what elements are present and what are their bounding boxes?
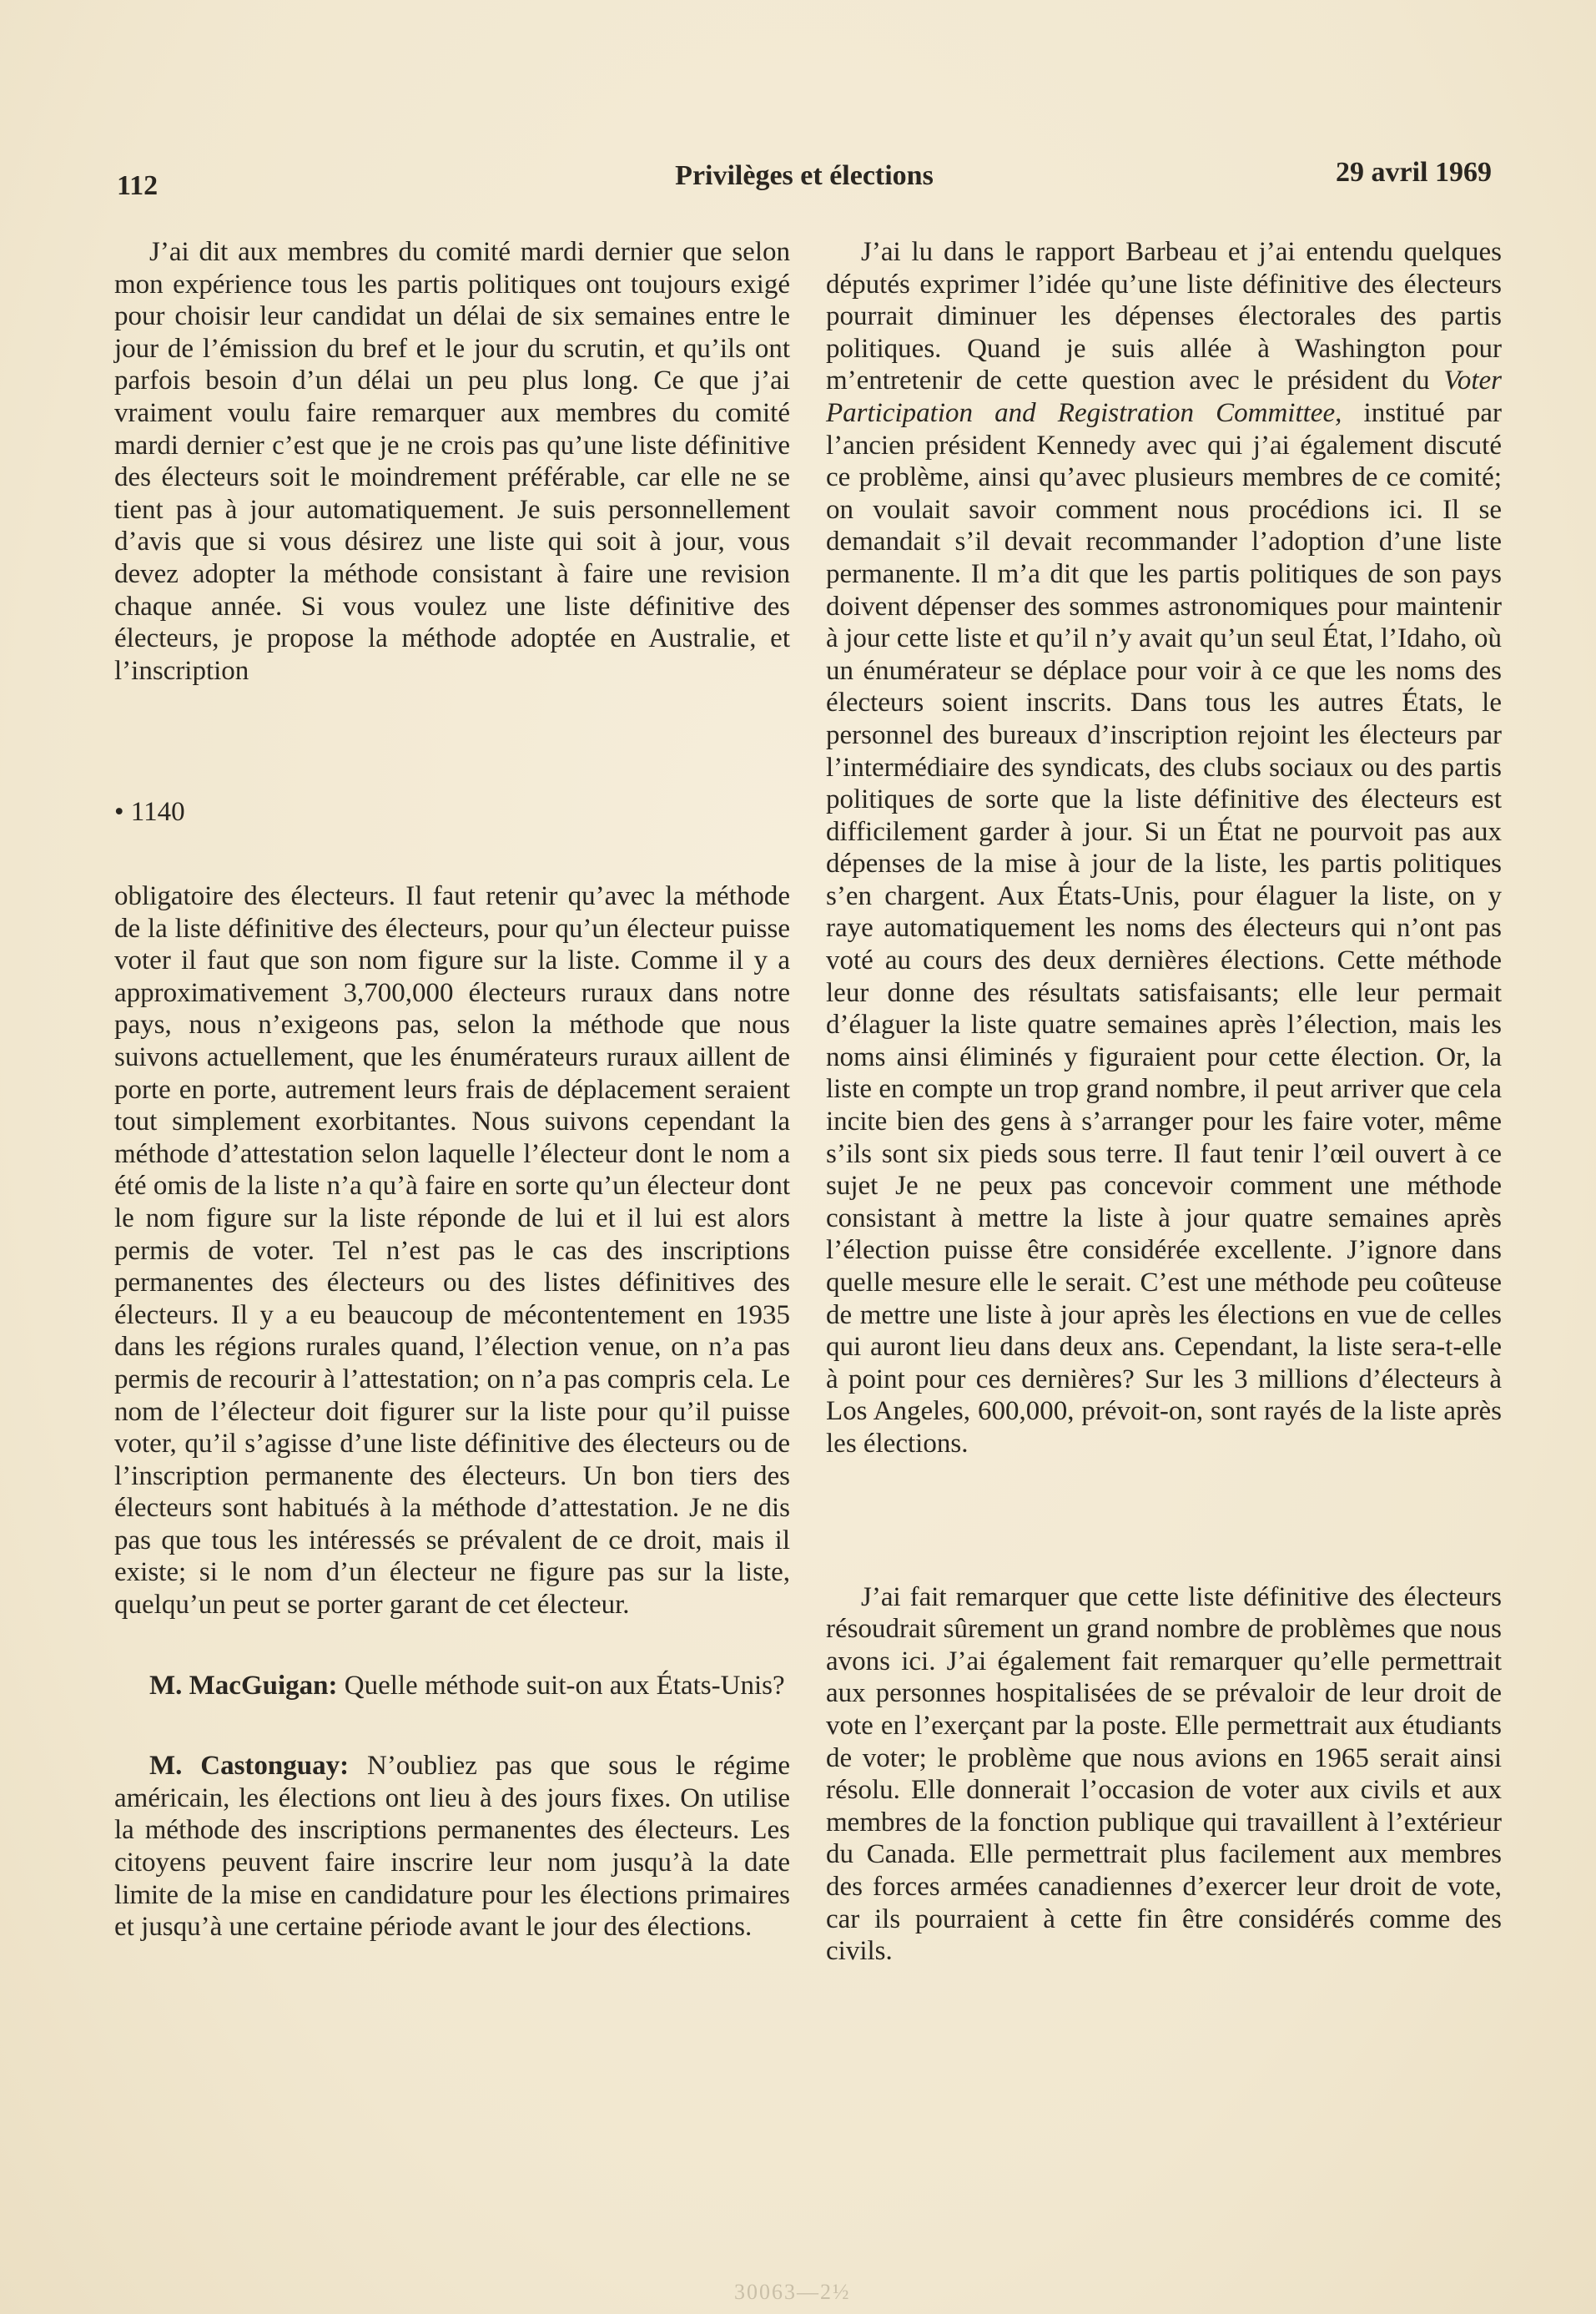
right-column — [826, 236, 1502, 1968]
running-title: Privilèges et élections — [675, 160, 934, 191]
right-paragraph-1-part-a: J’ai lu dans le rapport Barbeau et j’ai entendu quelques députés exprimer l’idée qu’une liste définitive des électeurs pourrait diminuer les dépenses électorales des partis politiques. Quand je suis allée à Washington pour m’entretenir de cette question avec le président du — [826, 237, 1502, 396]
left-column-top — [114, 236, 790, 687]
left-paragraph-2: obligatoire des électeurs. Il faut retenir qu’avec la méthode de la liste définitive des électeurs, pour qu’un électeur puisse voter il faut que son nom figure sur la liste. Comme il y a approximativement 3,700,000 électeurs ruraux dans notre pays, nous n’exigeons pas, selon la méthode que nous suivons actuellement, que les énumérateurs ruraux aillent de porte en porte, autrement leurs frais de déplacement seraient tout simplement exorbitantes. Nous suivons cependant la méthode d’attestation selon laquelle l’électeur dont le nom a été omis de la liste n’a qu’à faire en sorte qu’un électeur dont le nom figure sur la liste réponde de lui et il lui est alors permis de voter. Tel n’est pas le cas des inscriptions permanentes des électeurs ou des listes définitives des électeurs. Il y a eu beaucoup de mécontentement en 1935 dans les régions rurales quand, l’élection venue, on n’a pas permis de recourir à l’attestation; on n’a pas compris cela. Le nom de l’électeur doit figurer sur la liste pour qu’il puisse voter, qu’il s’agisse d’une liste définitive des électeurs ou de l’inscription permanente des électeurs. Un bon tiers des électeurs sont habitués à la méthode d’attestation. Je ne dis pas que tous les intéressés se prévalent de ce droit, mais il existe; si le nom d’un électeur ne figure pas sur la liste, quelqu’un peut se porter garant de cet électeur. — [114, 881, 790, 1621]
left-paragraph-1: J’ai dit aux membres du comité mardi dernier que selon mon expérience tous les partis politiques ont toujours exigé pour choisir leur candidat un délai de six semaines entre le jour de l’émission du bref et le jour du scrutin, et qu’ils ont parfois besoin d’un délai un peu plus long. Ce que j’ai vraiment voulu faire remarquer aux membres du comité mardi dernier c’est que je ne crois pas qu’une liste définitive des électeurs soit le moindrement préférable, car elle ne se tient pas à jour automatiquement. Je suis personnellement d’avis que si vous désirez une liste qui soit à jour, vous devez adopter la méthode consistant à faire une revision chaque année. Si vous voulez une liste définitive des électeurs, je propose la méthode adoptée en Australie, et l’inscription — [114, 237, 790, 686]
time-marker: • 1140 — [114, 797, 185, 827]
right-paragraph-2: J’ai fait remarquer que cette liste définitive des électeurs résoudrait sûrement un grand nombre de problèmes que nous avons ici. J’ai également fait remarquer qu’elle permettrait aux personnes hospitalisées de se prévaloir de leur droit de vote en l’exerçant par la poste. Elle permettrait aux étudiants de voter; le problème que nous avions en 1965 serait ainsi résolu. Elle donnerait l’occasion de voter aux civils et aux membres de la fonction publique qui travaillent à l’extérieur du Canada. Elle permettrait plus facilement aux membres des forces armées canadiennes d’exercer leur droit de vote, car ils pourraient à cette fin être considérés comme des civils. — [826, 1581, 1502, 1967]
right-paragraph-1-part-b: institué par l’ancien président Kennedy avec qui j’ai également discuté ce problème, ainsi qu’avec plusieurs membres de ce comité; on voulait savoir comment nous procédions ici. Il se demandait s’il devait recommander l’adoption d’une liste permanente. Il m’a dit que les partis politiques de son pays doivent dépenser des sommes astronomiques pour maintenir à jour cette liste et qu’il n’y avait qu’un seul État, l’Idaho, où un énumérateur se déplace pour voir à ce que les noms des électeurs soient inscrits. Dans tous les autres États, le personnel des bureaux d’inscription rejoint les électeurs par l’intermédiaire des syndicats, des clubs sociaux ou des partis politiques de sorte que la liste définitive des électeurs est difficilement garder à jour. Si un État ne pourvoit pas aux dépenses de la mise à jour de la liste, les partis politiques s’en chargent. Aux États-Unis, pour élaguer la liste, on y raye automatiquement les noms des électeurs qui n’ont pas voté au cours des deux dernières élections. Cette méthode leur donne des résultats satisfaisants; elle leur permait d’élaguer la liste quatre semaines après l’élection, mais les noms ainsi éliminés y figuraient pour cette élection. Or, la liste en compte un trop grand nombre, il peut arriver que cela incite bien des gens à s’arranger pour les faire voter, même s’ils sont six pieds sous terre. Il faut tenir l’œil ouvert à ce sujet Je ne peux pas concevoir comment une méthode consistant à mettre la liste à jour quatre semaines après l’élection puisse être considérée excellente. J’ignore dans quelle mesure elle le serait. C’est une méthode peu coûteuse de mettre une liste à jour après les élections en vue de celles qui auront lieu dans deux ans. Cependant, la liste sera-t-elle à point pour ces dernières? Sur les 3 millions d’électeurs à Los Angeles, 600,000, prévoit-on, sont rayés de la liste après les élections. — [826, 397, 1502, 1459]
page-date: 29 avril 1969 — [1336, 157, 1492, 188]
committee-name-italic: Voter Participation and Registration Committee, — [826, 366, 1503, 428]
page-number: 112 — [117, 170, 159, 201]
question-text: Quelle méthode suit-on aux États-Unis? — [344, 1670, 785, 1701]
left-column-bottom — [114, 880, 790, 1943]
question-paragraph — [114, 1670, 790, 1702]
speaker-castonguay: M. Castonguay: — [149, 1751, 350, 1782]
page-header — [117, 157, 1492, 202]
answer-paragraph — [114, 1750, 790, 1943]
right-paragraph-1 — [826, 236, 1502, 1460]
speaker-macguigan: M. MacGuigan: — [149, 1670, 338, 1701]
answer-text: N’oubliez pas que sous le régime américain, les élections ont lieu à des jours fixes. On utilise la méthode des inscriptions permanentes des électeurs. Les citoyens peuvent faire inscrire leur nom jusqu’à la date limite de la mise en candidature pour les élections primaires et jusqu’à une certaine période avant le jour des élections. — [114, 1751, 790, 1943]
print-mark: 30063—2½ — [734, 2280, 851, 2304]
